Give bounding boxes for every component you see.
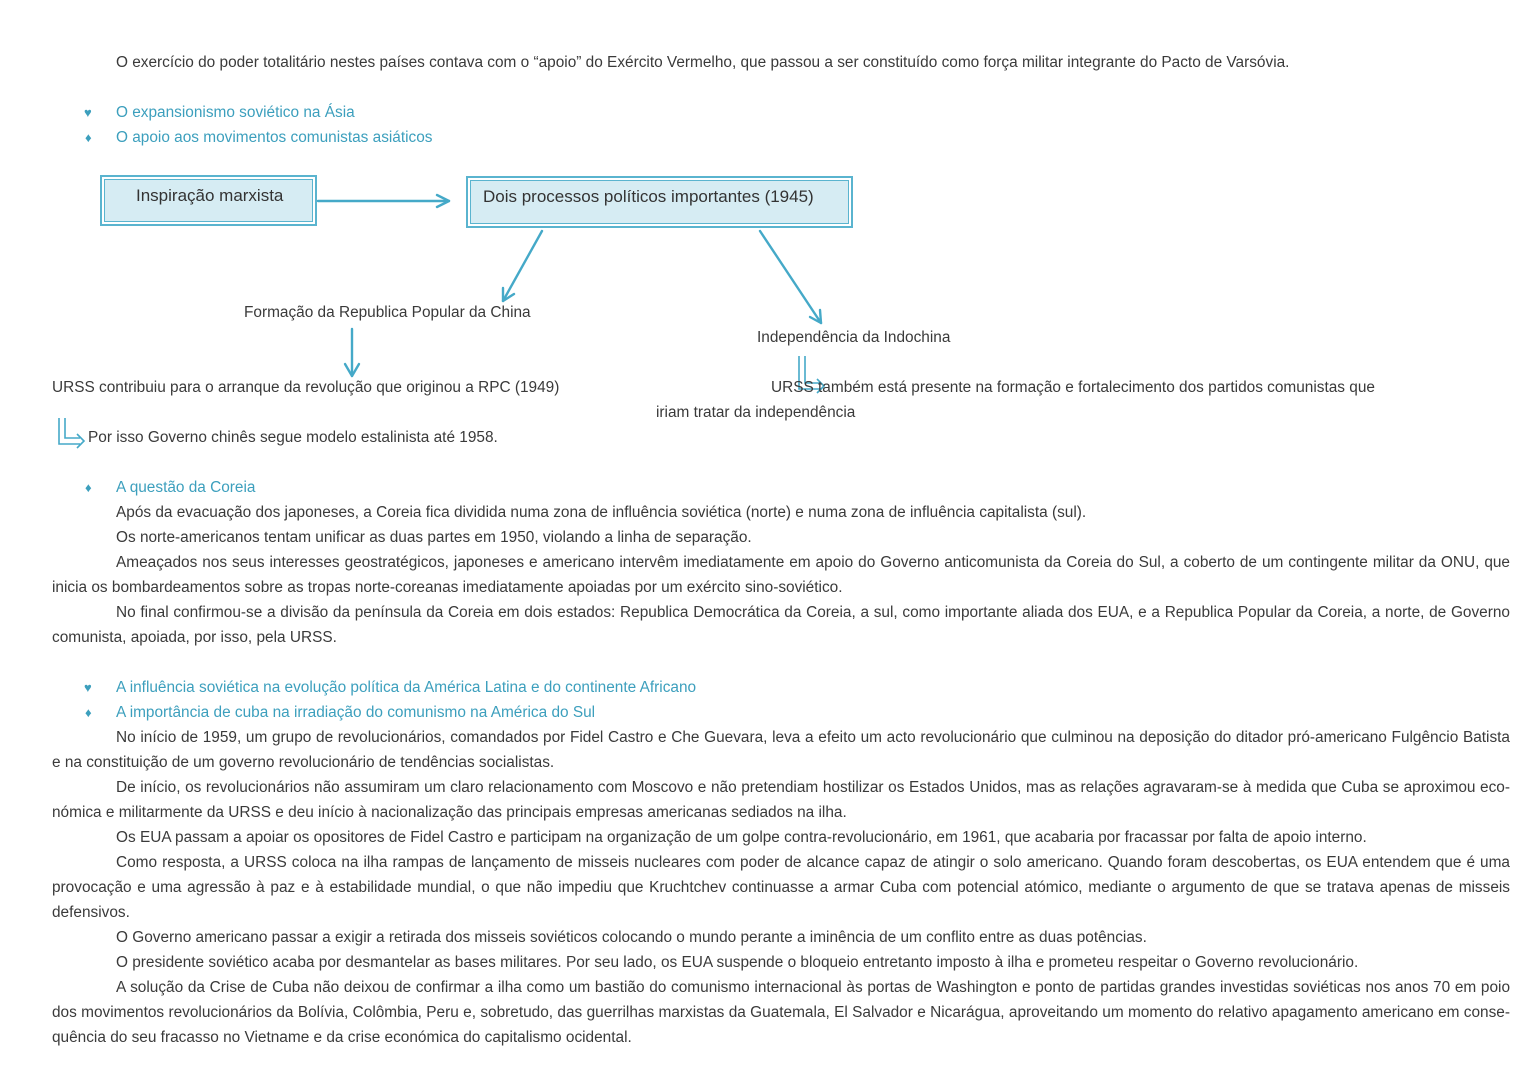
arrow-right-icon	[318, 195, 449, 207]
coreia-paragraph-4: No final confirmou-se a divisão da península da Coreia em dois estados: Republica Democrática da Coreia, a sul, como importante aliada dos EUA, e a Republica Popular da Coreia, a norte, de Governo comunista, apoiada, por isso, pela URSS.	[52, 604, 1510, 646]
cuba-paragraph-4: Como resposta, a URSS coloca na ilha rampas de lançamento de misseis nucleares com poder de alcance capaz de atingir o solo americano. Quando foram descobertas, os EUA entendem que é uma provocação e uma agressão à paz e à estabilidade mundial, o que não impediu que Kruchtchev continuasse a armar Cuba com potencial atómico, mediante o argumento de que se tratava apenas de misseis defensivos.	[52, 854, 1510, 921]
coreia-paragraph-2: Os norte-americanos tentam unificar as duas partes em 1950, violando a linha de separação.	[116, 529, 752, 546]
box-inspiracao-label: Inspiração marxista	[136, 186, 284, 205]
heart-bullet-icon: ♥	[84, 105, 92, 120]
bent-arrow-icon	[59, 418, 84, 448]
coreia-paragraph-1: Após da evacuação dos japoneses, a Coreia fica dividida numa zona de influência soviética (norte) e numa zona de influência capitalista (sul).	[116, 504, 1087, 521]
china-conclusion: Por isso Governo chinês segue modelo estalinista até 1958.	[88, 429, 498, 446]
box-dois-processos-label: Dois processos políticos importantes (1945)	[483, 187, 814, 206]
diamond-bullet-icon: ♦	[85, 130, 92, 145]
node-formacao-china: Formação da Republica Popular da China	[244, 304, 531, 321]
cuba-paragraph-2: De início, os revolucionários não assumiram um claro relacionamento com Moscovo e não pretendiam hostilizar os Estados Unidos, mas as relações agravaram-se à medida que Cuba se aproximou eco-nómica e militarmente da URSS e deu início à nacionalização das principais empresas americanas sediados na ilha.	[52, 779, 1510, 821]
heading-influencia-america-africa: A influência soviética na evolução política da América Latina e do continente Africano	[116, 679, 697, 696]
indochina-detail-line2: iriam tratar da independência	[656, 404, 856, 421]
arrow-down-icon	[345, 329, 359, 376]
node-independencia-indochina: Independência da Indochina	[757, 329, 951, 346]
heading-importancia-cuba: A importância de cuba na irradiação do comunismo na América do Sul	[116, 704, 596, 721]
cuba-paragraph-6: O presidente soviético acaba por desmantelar as bases militares. Por seu lado, os EUA suspende o bloqueio entretanto imposto à ilha e prometeu respeitar o Governo revolucionário.	[116, 954, 1359, 971]
diamond-bullet-icon: ♦	[85, 480, 92, 495]
china-detail: URSS contribuiu para o arranque da revolução que originou a RPC (1949)	[52, 379, 560, 396]
cuba-paragraph-5: O Governo americano passar a exigir a retirada dos misseis soviéticos colocando o mundo perante a iminência de um conflito entre as duas potências.	[116, 929, 1147, 946]
arrow-down-right-icon	[760, 231, 821, 323]
indochina-detail-line1: URSS também está presente na formação e fortalecimento dos partidos comunistas que	[771, 379, 1375, 396]
cuba-paragraph-3: Os EUA passam a apoiar os opositores de Fidel Castro e participam na organização de um golpe contra-revolucionário, em 1961, que acabaria por fracassar por falta de apoio interno.	[116, 829, 1367, 846]
coreia-paragraph-3: Ameaçados nos seus interesses geostratégicos, japoneses e americano intervêm imediatamente em apoio do Governo anticomunista da Coreia do Sul, a coberto de um contingente militar da ONU, que inicia os bombardeamentos sobre as tropas norte-coreanas imediatamente apoiadas por um exército sino-soviético.	[52, 554, 1510, 596]
arrow-down-left-icon	[503, 231, 542, 301]
diamond-bullet-icon: ♦	[85, 705, 92, 720]
heading-expansionismo-asia: O expansionismo soviético na Ásia	[116, 104, 355, 121]
cuba-paragraph-1: No início de 1959, um grupo de revolucionários, comandados por Fidel Castro e Che Guevara, leva a efeito um acto revolucionário que culminou na deposição do ditador pró-americano Fulgêncio Batista e na constituição de um governo revolucionário de tendências socialistas.	[52, 729, 1510, 771]
heading-questao-coreia: A questão da Coreia	[116, 479, 256, 496]
heading-apoio-movimentos: O apoio aos movimentos comunistas asiáticos	[116, 129, 433, 146]
intro-paragraph: O exercício do poder totalitário nestes países contava com o “apoio” do Exército Vermelho, que passou a ser constituído como força militar integrante do Pacto de Varsóvia.	[116, 54, 1290, 71]
cuba-paragraph-7: A solução da Crise de Cuba não deixou de confirmar a ilha como um bastião do comunismo internacional às portas de Washington e ponto de partidas grandes investidas soviéticas nos anos 70 em poio dos movimentos revolucionários da Bolívia, Colômbia, Peru e, sobretudo, das guerrilhas marxistas da Guatemala, El Salvador e Nicarágua, aproveitando um momento do relativo apagamento americano em conse-quência do seu fracasso no Vietname e da crise económica do capitalismo ocidental.	[52, 979, 1510, 1046]
heart-bullet-icon: ♥	[84, 680, 92, 695]
